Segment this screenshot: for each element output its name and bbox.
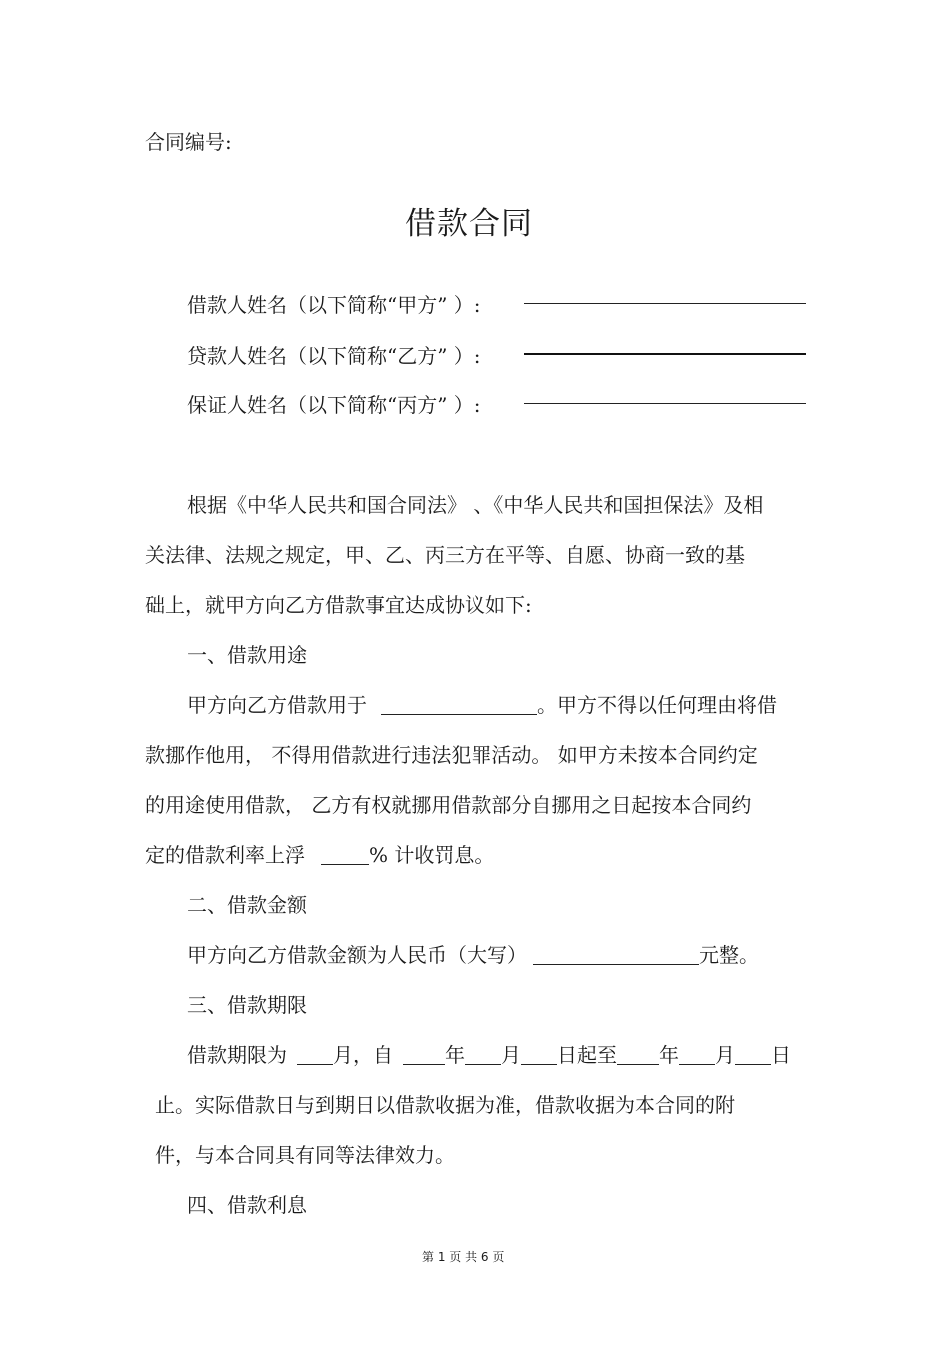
term-label: 借款期限为: [187, 1043, 287, 1067]
start-day-blank[interactable]: [521, 1046, 557, 1065]
section-1-line-1: [187, 693, 777, 717]
contract-number-label: 合同编号:: [145, 130, 232, 154]
start-year-text: 年: [445, 1043, 465, 1067]
section-1-line-4-start: 定的借款利率上浮: [145, 843, 305, 867]
party-a-name-blank[interactable]: [524, 303, 806, 304]
start-month-blank[interactable]: [465, 1046, 501, 1065]
loan-purpose-blank[interactable]: [381, 696, 537, 715]
section-2-line-1-start: 甲方向乙方借款金额为人民币（大写）: [187, 943, 527, 967]
preamble-line-1: 根据《中华人民共和国合同法》 、《中华人民共和国担保法》及相: [187, 493, 764, 517]
section-2-line-1-end: 元整。: [699, 943, 759, 967]
end-day-blank[interactable]: [735, 1046, 771, 1065]
party-a-label: 借款人姓名（以下简称“甲方” ）:: [187, 293, 481, 317]
preamble-line-3: 础上，就甲方向乙方借款事宜达成协议如下:: [145, 593, 532, 617]
section-4-heading: 四、借款利息: [187, 1193, 307, 1217]
party-c-label: 保证人姓名（以下简称“丙方” ）:: [187, 393, 481, 417]
party-b-name-blank[interactable]: [524, 353, 806, 355]
end-month-blank[interactable]: [679, 1046, 715, 1065]
section-2-line-1: [187, 943, 759, 967]
start-day-text: 日起至: [557, 1043, 617, 1067]
section-1-heading: 一、借款用途: [187, 643, 307, 667]
start-year-blank[interactable]: [403, 1046, 445, 1065]
start-month-text: 月: [501, 1043, 521, 1067]
section-1-line-4-end: % 计收罚息。: [369, 843, 495, 867]
term-months-text: 月，自: [333, 1043, 393, 1067]
section-1-line-2: 款挪作他用， 不得用借款进行违法犯罪活动。 如甲方未按本合同约定: [145, 743, 758, 767]
end-year-blank[interactable]: [617, 1046, 659, 1065]
document-title: 借款合同: [405, 206, 533, 242]
section-3-line-3: 件，与本合同具有同等法律效力。: [155, 1143, 455, 1167]
section-1-line-3: 的用途使用借款， 乙方有权就挪用借款部分自挪用之日起按本合同约: [145, 793, 752, 817]
section-3-line-1: [187, 1043, 791, 1067]
preamble-line-2: 关法律、法规之规定，甲、乙、丙三方在平等、自愿、协商一致的基: [145, 543, 745, 567]
end-month-text: 月: [715, 1043, 735, 1067]
section-1-line-4: [145, 843, 494, 867]
section-2-heading: 二、借款金额: [187, 893, 307, 917]
section-1-line-1-start: 甲方向乙方借款用于: [187, 693, 367, 717]
party-c-name-blank[interactable]: [524, 403, 806, 404]
end-day-text: 日: [771, 1043, 791, 1067]
loan-amount-blank[interactable]: [533, 946, 699, 965]
end-year-text: 年: [659, 1043, 679, 1067]
page-footer: 第 1 页 共 6 页: [422, 1250, 505, 1264]
section-3-heading: 三、借款期限: [187, 993, 307, 1017]
section-3-line-2: 止。实际借款日与到期日以借款收据为准，借款收据为本合同的附: [155, 1093, 735, 1117]
party-b-label: 贷款人姓名（以下简称“乙方” ）:: [187, 344, 481, 368]
section-1-line-1-end: 。甲方不得以任何理由将借: [537, 693, 777, 717]
penalty-rate-blank[interactable]: [321, 846, 369, 865]
term-months-blank[interactable]: [297, 1046, 333, 1065]
